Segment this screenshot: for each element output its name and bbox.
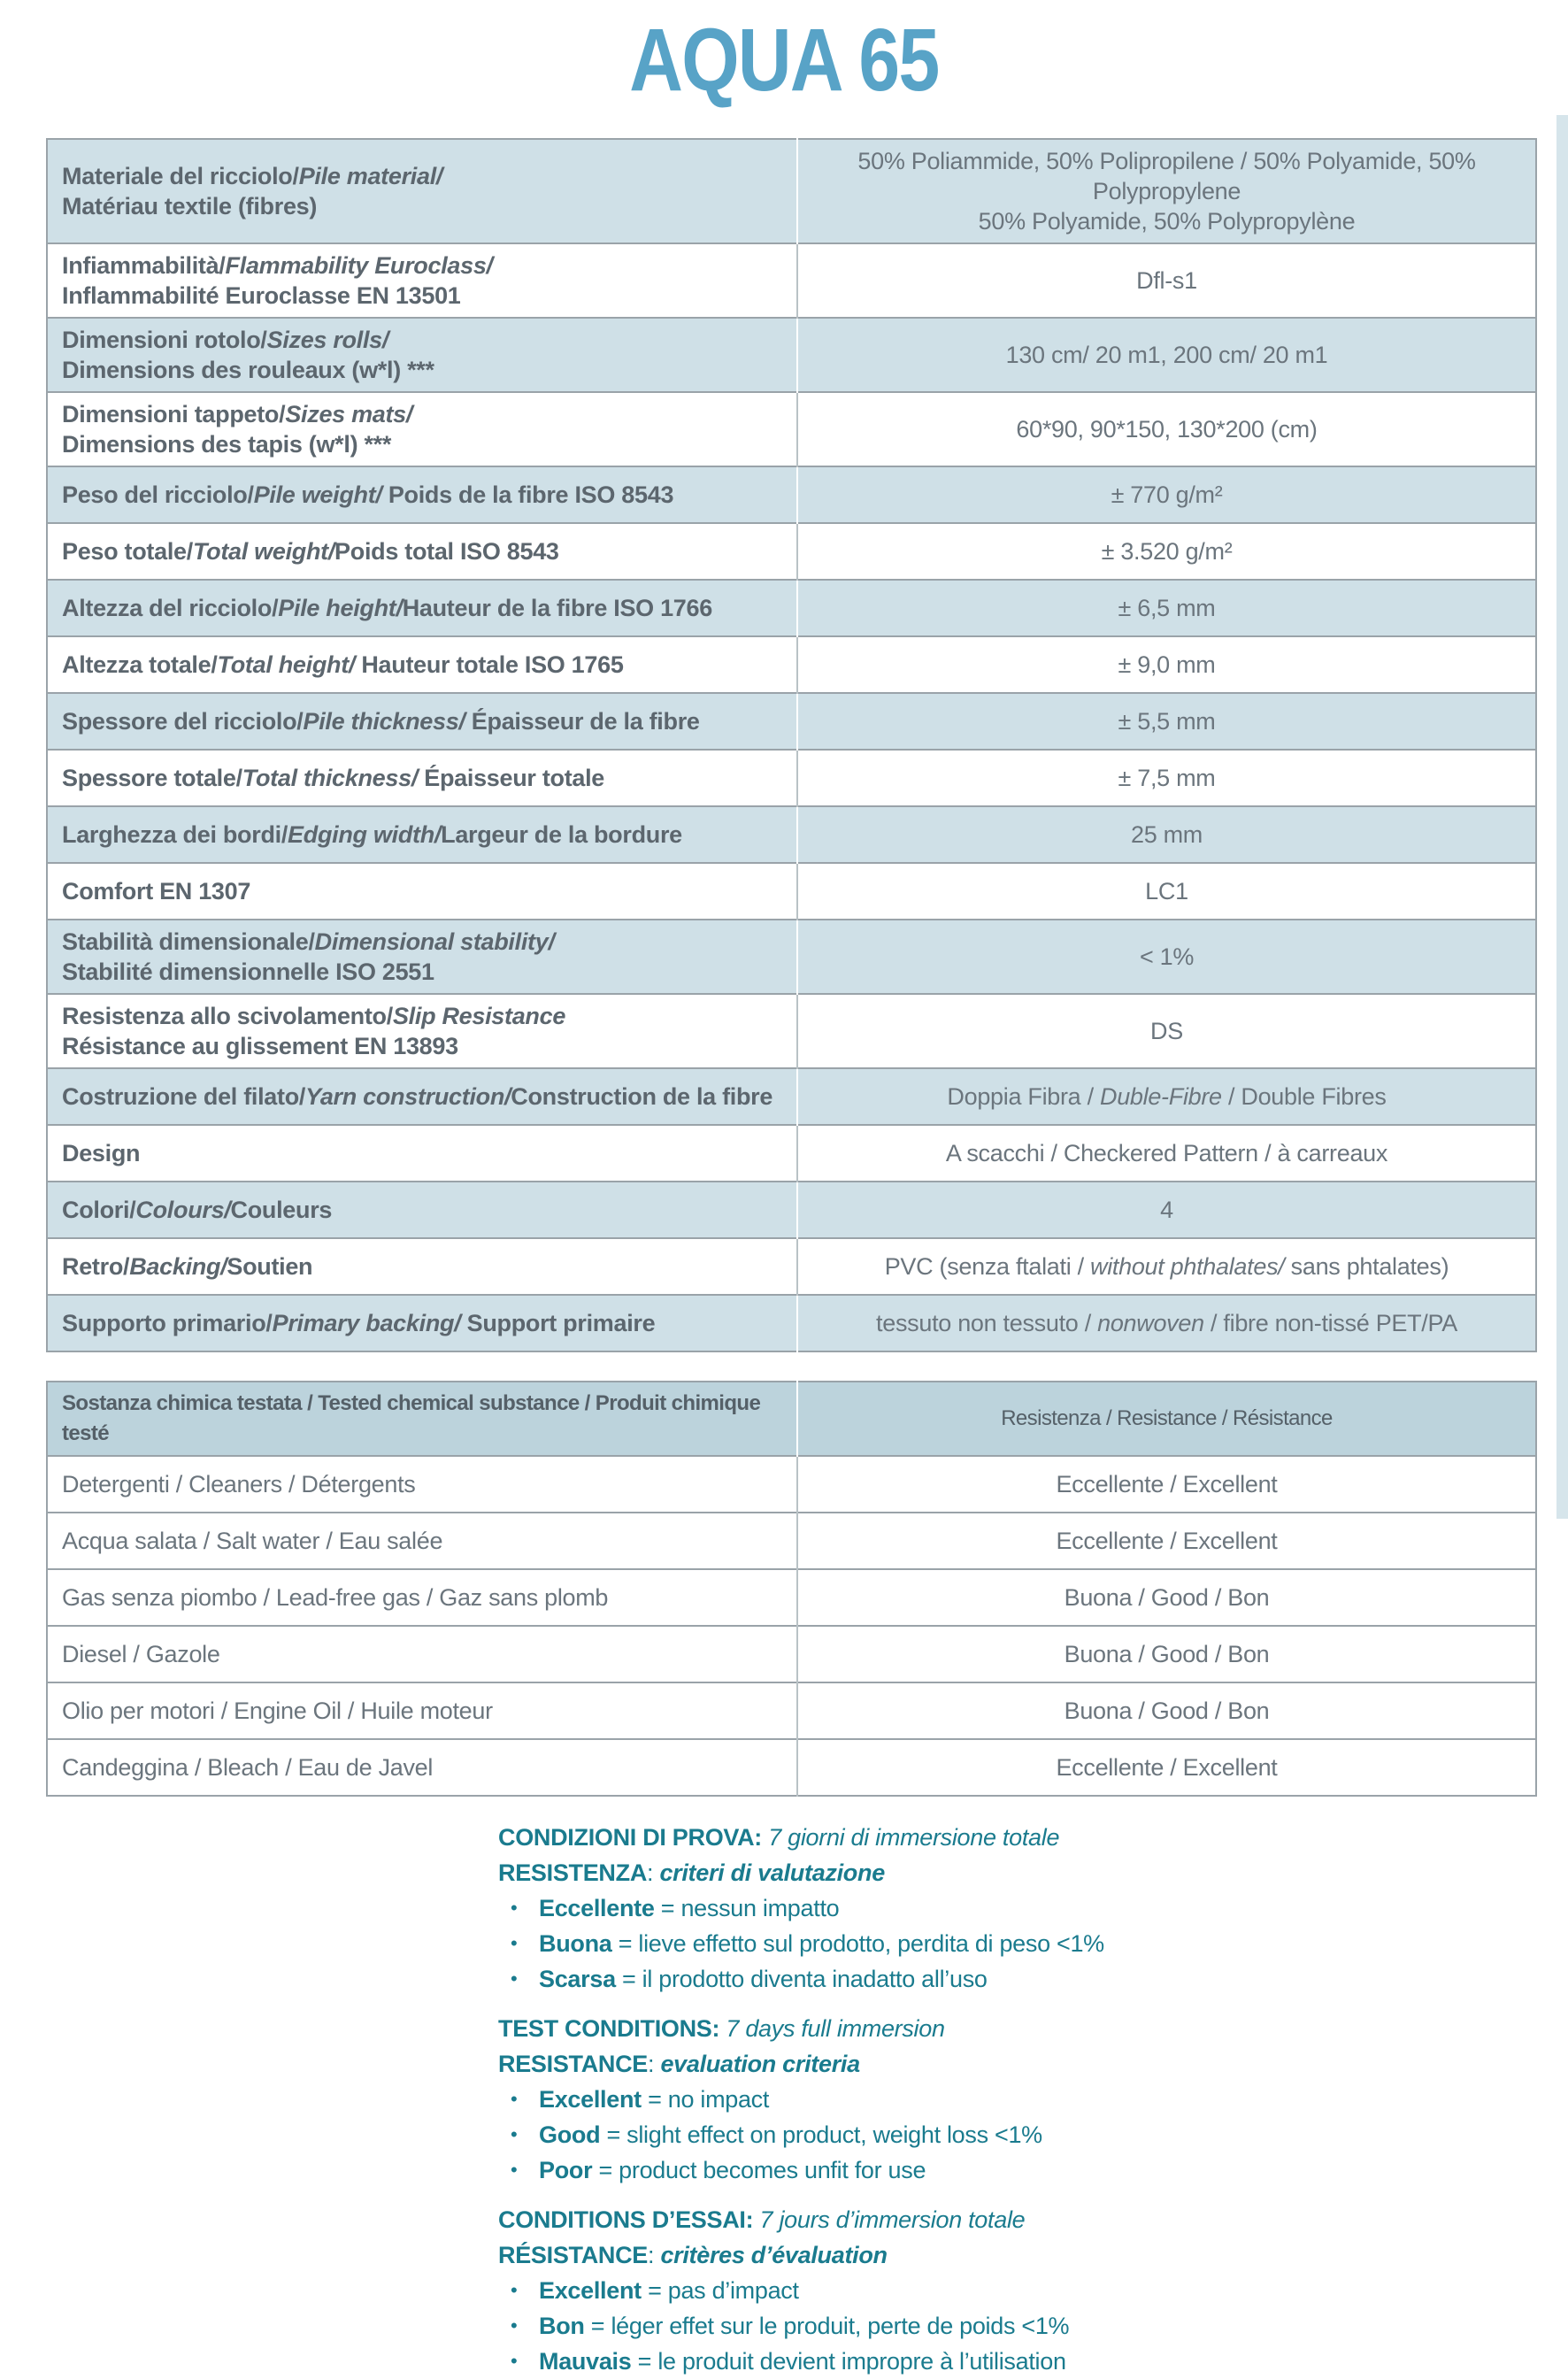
spec-value-cell: ± 9,0 mm — [797, 636, 1536, 693]
spec-label-cell: Comfort EN 1307 — [62, 878, 251, 905]
spec-row — [47, 243, 1536, 318]
spec-row — [47, 139, 1536, 243]
criteria-bullet: • Excellent = no impact — [498, 2082, 1348, 2117]
spec-row — [47, 1295, 1536, 1351]
spec-row — [47, 806, 1536, 863]
chem-substance-cell: Olio per motori / Engine Oil / Huile moteur — [62, 1698, 493, 1724]
bullet-icon: • — [511, 1967, 518, 1990]
page-title — [0, 11, 1568, 110]
spec-row — [47, 466, 1536, 523]
criteria-bullet: • Excellent = pas d’impact — [498, 2273, 1348, 2308]
spec-value-cell: ± 770 g/m² — [797, 466, 1536, 523]
spec-row — [47, 994, 1536, 1068]
spec-row — [47, 750, 1536, 806]
spec-row — [47, 523, 1536, 580]
spec-value-cell: < 1% — [797, 920, 1536, 994]
spec-label-cell: Infiammabilità/Flammability Euroclass/ Inflammabilité Euroclasse EN 13501 — [62, 252, 493, 309]
note-conditions-line: CONDITIONS D’ESSAI: 7 jours d’immersion totale — [498, 2206, 1026, 2233]
spec-table — [46, 138, 1537, 1352]
spec-value-cell: 50% Poliammide, 50% Polipropilene / 50% Polyamide, 50% Polypropylene 50% Polyamide, 50% Polypropylène — [797, 139, 1536, 243]
product-name: AQUA 65 — [629, 11, 939, 110]
chem-substance-cell: Candeggina / Bleach / Eau de Javel — [62, 1754, 434, 1781]
spec-row — [47, 580, 1536, 636]
chem-row — [47, 1739, 1536, 1796]
spec-label-cell: Supporto primario/Primary backing/ Support primaire — [62, 1310, 656, 1336]
chem-substance-cell: Detergenti / Cleaners / Détergents — [62, 1471, 416, 1497]
spec-value-cell: Dfl-s1 — [797, 243, 1536, 318]
bullet-icon: • — [511, 2279, 518, 2301]
spec-label-cell: Spessore totale/Total thickness/ Épaisseur totale — [62, 765, 605, 791]
criteria-bullet: • Poor = product becomes unfit for use — [498, 2152, 1348, 2188]
chem-header-substance: Sostanza chimica testata / Tested chemical substance / Produit chimique testé — [62, 1391, 761, 1445]
bullet-icon: • — [511, 2350, 518, 2372]
chem-table-head — [47, 1382, 1536, 1456]
spec-label-cell: Altezza del ricciolo/Pile height/Hauteur de la fibre ISO 1766 — [62, 595, 712, 621]
scan-edge-artifact — [1556, 115, 1568, 1519]
note-conditions-line: CONDIZIONI DI PROVA: 7 giorni di immersione totale — [498, 1824, 1060, 1851]
bullet-icon: • — [511, 2159, 518, 2181]
chem-resistance-cell: Eccellente / Excellent — [797, 1739, 1536, 1796]
criteria-bullet: • Scarsa = il prodotto diventa inadatto all’uso — [498, 1961, 1348, 1997]
chem-resistance-cell: Buona / Good / Bon — [797, 1682, 1536, 1739]
criteria-bullet: • Good = slight effect on product, weight loss <1% — [498, 2117, 1348, 2152]
spec-value-cell: 60*90, 90*150, 130*200 (cm) — [797, 392, 1536, 466]
spec-row — [47, 863, 1536, 920]
spec-value-cell: LC1 — [797, 863, 1536, 920]
test-conditions-notes — [498, 1820, 1348, 2379]
bullet-icon: • — [511, 1932, 518, 1954]
spec-label-cell: Spessore del ricciolo/Pile thickness/ Épaisseur de la fibre — [62, 708, 700, 735]
spec-label-cell: Larghezza dei bordi/Edging width/Largeur de la bordure — [62, 821, 682, 848]
chem-row — [47, 1513, 1536, 1569]
note-block-en — [498, 2011, 1348, 2188]
spec-row — [47, 1238, 1536, 1295]
spec-label-cell: Design — [62, 1140, 141, 1166]
spec-value-cell: DS — [797, 994, 1536, 1068]
note-criteria-line: RÉSISTANCE: critères d’évaluation — [498, 2242, 888, 2268]
spec-row — [47, 1068, 1536, 1125]
spec-value-cell: 4 — [797, 1182, 1536, 1238]
spec-row — [47, 318, 1536, 392]
bullet-icon: • — [511, 2314, 518, 2337]
spec-value-cell: ± 7,5 mm — [797, 750, 1536, 806]
chem-row — [47, 1682, 1536, 1739]
criteria-bullet: • Bon = léger effet sur le produit, perte de poids <1% — [498, 2308, 1348, 2344]
spec-label-cell: Resistenza allo scivolamento/Slip Resistance Résistance au glissement EN 13893 — [62, 1003, 566, 1059]
spec-label-cell: Altezza totale/Total height/ Hauteur totale ISO 1765 — [62, 651, 624, 678]
spec-value-cell: A scacchi / Checkered Pattern / à carreaux — [797, 1125, 1536, 1182]
note-block-fr — [498, 2202, 1348, 2379]
spec-label-cell: Colori/Colours/Couleurs — [62, 1197, 333, 1223]
spec-row — [47, 636, 1536, 693]
chem-row — [47, 1569, 1536, 1626]
chem-resistance-cell: Eccellente / Excellent — [797, 1513, 1536, 1569]
criteria-bullet: • Mauvais = le produit devient impropre à l’utilisation — [498, 2344, 1348, 2379]
chem-row — [47, 1626, 1536, 1682]
spec-row — [47, 392, 1536, 466]
bullet-icon: • — [511, 2088, 518, 2110]
spec-value-cell: ± 3.520 g/m² — [797, 523, 1536, 580]
spec-table-body — [47, 139, 1536, 1351]
chemical-resistance-table — [46, 1381, 1537, 1797]
note-conditions-line: TEST CONDITIONS: 7 days full immersion — [498, 2015, 945, 2042]
criteria-bullet: • Buona = lieve effetto sul prodotto, perdita di peso <1% — [498, 1926, 1348, 1961]
spec-label-cell: Peso totale/Total weight/Poids total ISO 8543 — [62, 538, 559, 565]
chem-substance-cell: Gas senza piombo / Lead-free gas / Gaz sans plomb — [62, 1584, 609, 1611]
chem-resistance-cell: Buona / Good / Bon — [797, 1626, 1536, 1682]
chem-resistance-cell: Buona / Good / Bon — [797, 1569, 1536, 1626]
chem-substance-cell: Acqua salata / Salt water / Eau salée — [62, 1528, 443, 1554]
spec-value-cell: ± 5,5 mm — [797, 693, 1536, 750]
spec-label-cell: Dimensioni tappeto/Sizes mats/ Dimensions des tapis (w*l) *** — [62, 401, 413, 458]
spec-value-cell: 130 cm/ 20 m1, 200 cm/ 20 m1 — [797, 318, 1536, 392]
chem-substance-cell: Diesel / Gazole — [62, 1641, 220, 1667]
note-criteria-line: RESISTENZA: criteri di valutazione — [498, 1859, 885, 1886]
spec-value-cell: tessuto non tessuto / nonwoven / fibre non-tissé PET/PA — [797, 1295, 1536, 1351]
chem-header-resistance: Resistenza / Resistance / Résistance — [797, 1382, 1536, 1456]
spec-row — [47, 920, 1536, 994]
chem-header-row — [47, 1382, 1536, 1456]
criteria-bullet: • Eccellente = nessun impatto — [498, 1890, 1348, 1926]
spec-label-cell: Stabilità dimensionale/Dimensional stability/ Stabilité dimensionnelle ISO 2551 — [62, 928, 555, 985]
spec-value-cell: ± 6,5 mm — [797, 580, 1536, 636]
datasheet-page — [0, 11, 1568, 2379]
spec-label-cell: Dimensioni rotolo/Sizes rolls/ Dimensions des rouleaux (w*l) *** — [62, 327, 434, 383]
spec-row — [47, 1182, 1536, 1238]
chem-table-body — [47, 1456, 1536, 1796]
spec-row — [47, 693, 1536, 750]
note-criteria-line: RESISTANCE: evaluation criteria — [498, 2051, 860, 2077]
note-block-it — [498, 1820, 1348, 1997]
chem-resistance-cell: Eccellente / Excellent — [797, 1456, 1536, 1513]
spec-value-cell: 25 mm — [797, 806, 1536, 863]
spec-row — [47, 1125, 1536, 1182]
spec-label-cell: Costruzione del filato/Yarn construction/Construction de la fibre — [62, 1083, 773, 1110]
spec-label-cell: Retro/Backing/Soutien — [62, 1253, 313, 1280]
bullet-icon: • — [511, 2123, 518, 2145]
chem-row — [47, 1456, 1536, 1513]
bullet-icon: • — [511, 1897, 518, 1919]
spec-value-cell: PVC (senza ftalati / without phthalates/ sans phtalates) — [797, 1238, 1536, 1295]
spec-label-cell: Materiale del ricciolo/Pile material/ Matériau textile (fibres) — [62, 163, 443, 219]
spec-value-cell: Doppia Fibra / Duble-Fibre / Double Fibres — [797, 1068, 1536, 1125]
spec-label-cell: Peso del ricciolo/Pile weight/ Poids de la fibre ISO 8543 — [62, 481, 674, 508]
